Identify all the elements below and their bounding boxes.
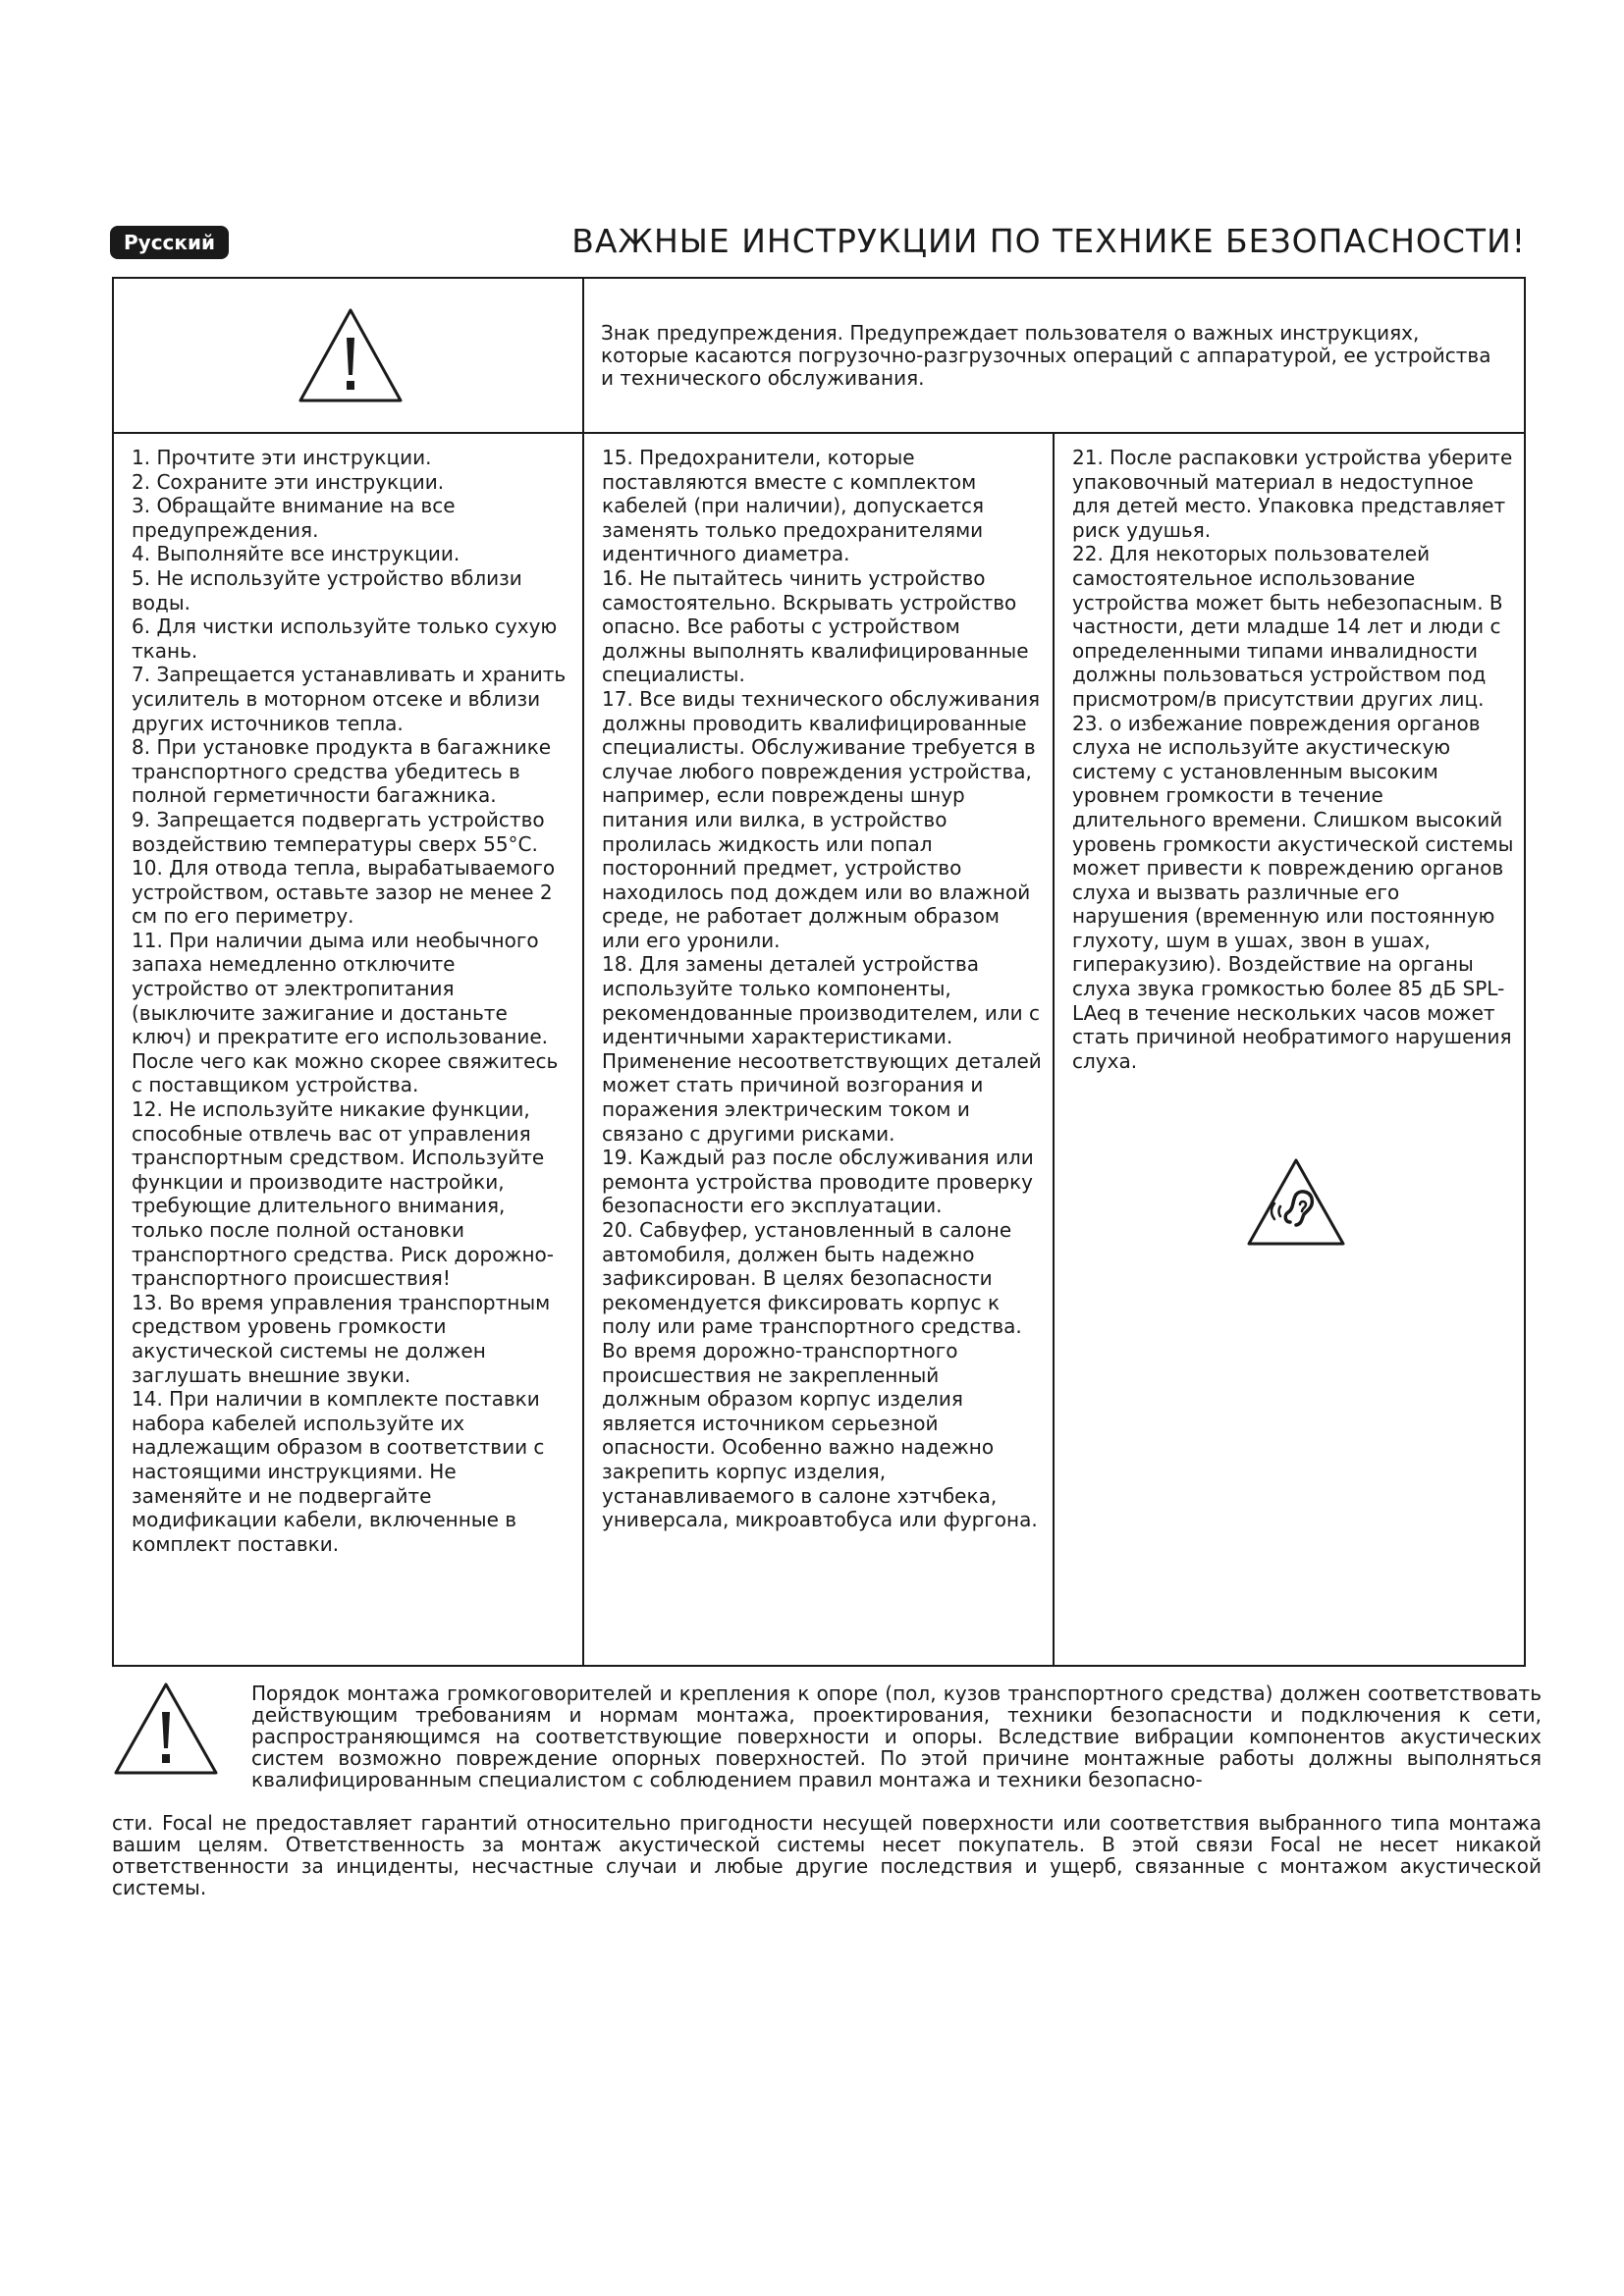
instruction-item: 23. о избежание повреждения органов слуха не используйте акустическую систему с установленным высоким уровнем громкости в течение длительного времени. Слишком высокий уровень громкости акустической системы может привести к повреждению органов слуха и вызвать различные его нарушения (временную или постоянную глухоту, шум в ушах, звон в ушах, гиперакузию). Воздействие на органы слуха звука громкостью более 85 дБ SPL-LAeq в течение нескольких часов может стать причиной необратимого нарушения слуха. — [1072, 711, 1514, 1073]
instruction-item: 4. Выполняйте все инструкции. — [132, 542, 460, 566]
mounting-warning-text-indented: Порядок монтажа громкоговорителей и крепления к опоре (пол, кузов транспортного средства) должен соответствовать действующим требованиям и нормам монтажа, проектирования, техники безопасности и подключения к сети, распространяющимся на соответствующие поверхности и опоры. Вследствие вибрации компонентов акустических систем возможно повреждение опорных поверхностей. По этой причине монтажные работы должны выполняться квалифицированным специалистом с соблюдением правил монтажа и техники безопасно- — [251, 1682, 1542, 1791]
instruction-item: 18. Для замены деталей устройства используйте только компоненты, рекомендованные производителем, или с идентичными характеристиками. Применение несоответствующих деталей может стать причиной возгорания и поражения электрическим током и связано с другими рисками. — [602, 952, 1042, 1146]
warning-description: Знак предупреждения. Предупреждает пользователя о важных инструкциях, которые касаются погрузочно-разгрузочных операций с аппаратурой, ее устройства и технического обслуживания. — [601, 321, 1491, 390]
instruction-item: 14. При наличии в комплекте поставки набора кабелей используйте их надлежащим образом в соответствии с настоящими инструкциями. Не заменяйте и не подвергайте модификации кабели, включенные в комплект поставки. — [132, 1387, 545, 1556]
page-title: ВАЖНЫЕ ИНСТРУКЦИИ ПО ТЕХНИКЕ БЕЗОПАСНОСТИ! — [571, 222, 1526, 260]
instruction-column-1 — [114, 432, 584, 1665]
warning-triangle-icon — [112, 1681, 220, 1777]
instruction-item: 22. Для некоторых пользователей самостоятельное использование устройства может быть небезопасным. В частности, дети младше 14 лет и люди с определенными типами инвалидности должны пользоваться устройством под присмотром/в присутствии других лиц. — [1072, 542, 1503, 711]
instruction-item: 21. После распаковки устройства уберите упаковочный материал в недоступное для детей место. Упаковка представляет риск удушья. — [1072, 446, 1513, 542]
warning-triangle-icon — [297, 306, 405, 404]
instruction-column-2 — [584, 432, 1055, 1665]
instruction-item: 9. Запрещается подвергать устройство воздействию температуры сверх 55°C. — [132, 807, 545, 856]
instruction-item: 10. Для отвода тепла, вырабатываемого устройством, оставьте зазор не менее 2 см по его периметру. — [132, 856, 556, 929]
instruction-item: 8. При установке продукта в багажнике транспортного средства убедитесь в полной герметичности багажника. — [132, 735, 552, 808]
instruction-item: 12. Не используйте никакие функции, способные отвлечь вас от управления транспортным средством. Используйте функции и производите настройки, требующие длительного внимания, только после полной остановки транспортного средства. Риск дорожно-транспортного происшествия! — [132, 1097, 555, 1291]
instruction-item: 7. Запрещается устанавливать и хранить усилитель в моторном отсеке и вблизи других источников тепла. — [132, 663, 567, 735]
instruction-item: 16. Не пытайтесь чинить устройство самостоятельно. Вскрывать устройство опасно. Все работы с устройством должны выполнять квалифицированные специалисты. — [602, 565, 1029, 687]
instruction-item: 19. Каждый раз после обслуживания или ремонта устройства проводите проверку безопасности его эксплуатации. — [602, 1146, 1034, 1218]
instruction-item: 6. Для чистки используйте только сухую ткань. — [132, 614, 558, 663]
instruction-columns — [114, 432, 1524, 1665]
language-badge: Русский — [110, 226, 229, 259]
instruction-item: 1. Прочтите эти инструкции. — [132, 446, 432, 469]
instruction-item: 17. Все виды технического обслуживания должны проводить квалифицированные специалисты. Обслуживание требуется в случае любого повреждения устройства, например, если повреждены шнур питания или вилка, в устройство пролилась жидкость или попал посторонний предмет, устройство находилось под дождем или во влажной среде, не работает должным образом или его уронили. — [602, 686, 1041, 952]
hearing-warning-icon — [1245, 1157, 1347, 1248]
instruction-item: 3. Обращайте внимание на все предупреждения. — [132, 494, 456, 542]
instruction-item: 13. Во время управления транспортным средством уровень громкости акустической системы не должен заглушать внешние звуки. — [132, 1290, 551, 1387]
warning-icon-cell — [114, 279, 584, 432]
warning-row — [114, 279, 1524, 434]
instruction-column-3 — [1055, 432, 1524, 1665]
instruction-item: 11. При наличии дыма или необычного запаха немедленно отключите устройство от электропитания (выключите зажигание и достаньте ключ) и прекратите его использование. После чего как можно скорее свяжитесь с поставщиком устройства. — [132, 928, 559, 1097]
instruction-item: 2. Сохраните эти инструкции. — [132, 469, 445, 494]
instruction-item: 5. Не используйте устройство вблизи воды. — [132, 565, 522, 614]
instruction-item: 15. Предохранители, которые поставляются вместе с комплектом кабелей (при наличии), допускается заменять только предохранителями идентичного диаметра. — [602, 446, 985, 566]
safety-table — [112, 277, 1526, 1667]
mounting-warning-text-full: сти. Focal не предоставляет гарантий относительно пригодности несущей поверхности или соответствия выбранного типа монтажа вашим целям. Ответственность за монтаж акустической системы несет покупатель. В этой связи Focal не несет никакой ответственности за инциденты, несчастные случаи и любые другие последствия и ущерб, связанные с монтажом акустической системы. — [112, 1811, 1542, 1899]
instruction-item: 20. Сабвуфер, установленный в салоне автомобиля, должен быть надежно зафиксирован. В целях безопасности рекомендуется фиксировать корпус к полу или раме транспортного средства. Во время дорожно-транспортного происшествия не закрепленный должным образом корпус изделия является источником серьезной опасности. Особенно важно надежно закрепить корпус изделия, устанавливаемого в салоне хэтчбека, универсала, микроавтобуса или фургона. — [602, 1218, 1038, 1532]
